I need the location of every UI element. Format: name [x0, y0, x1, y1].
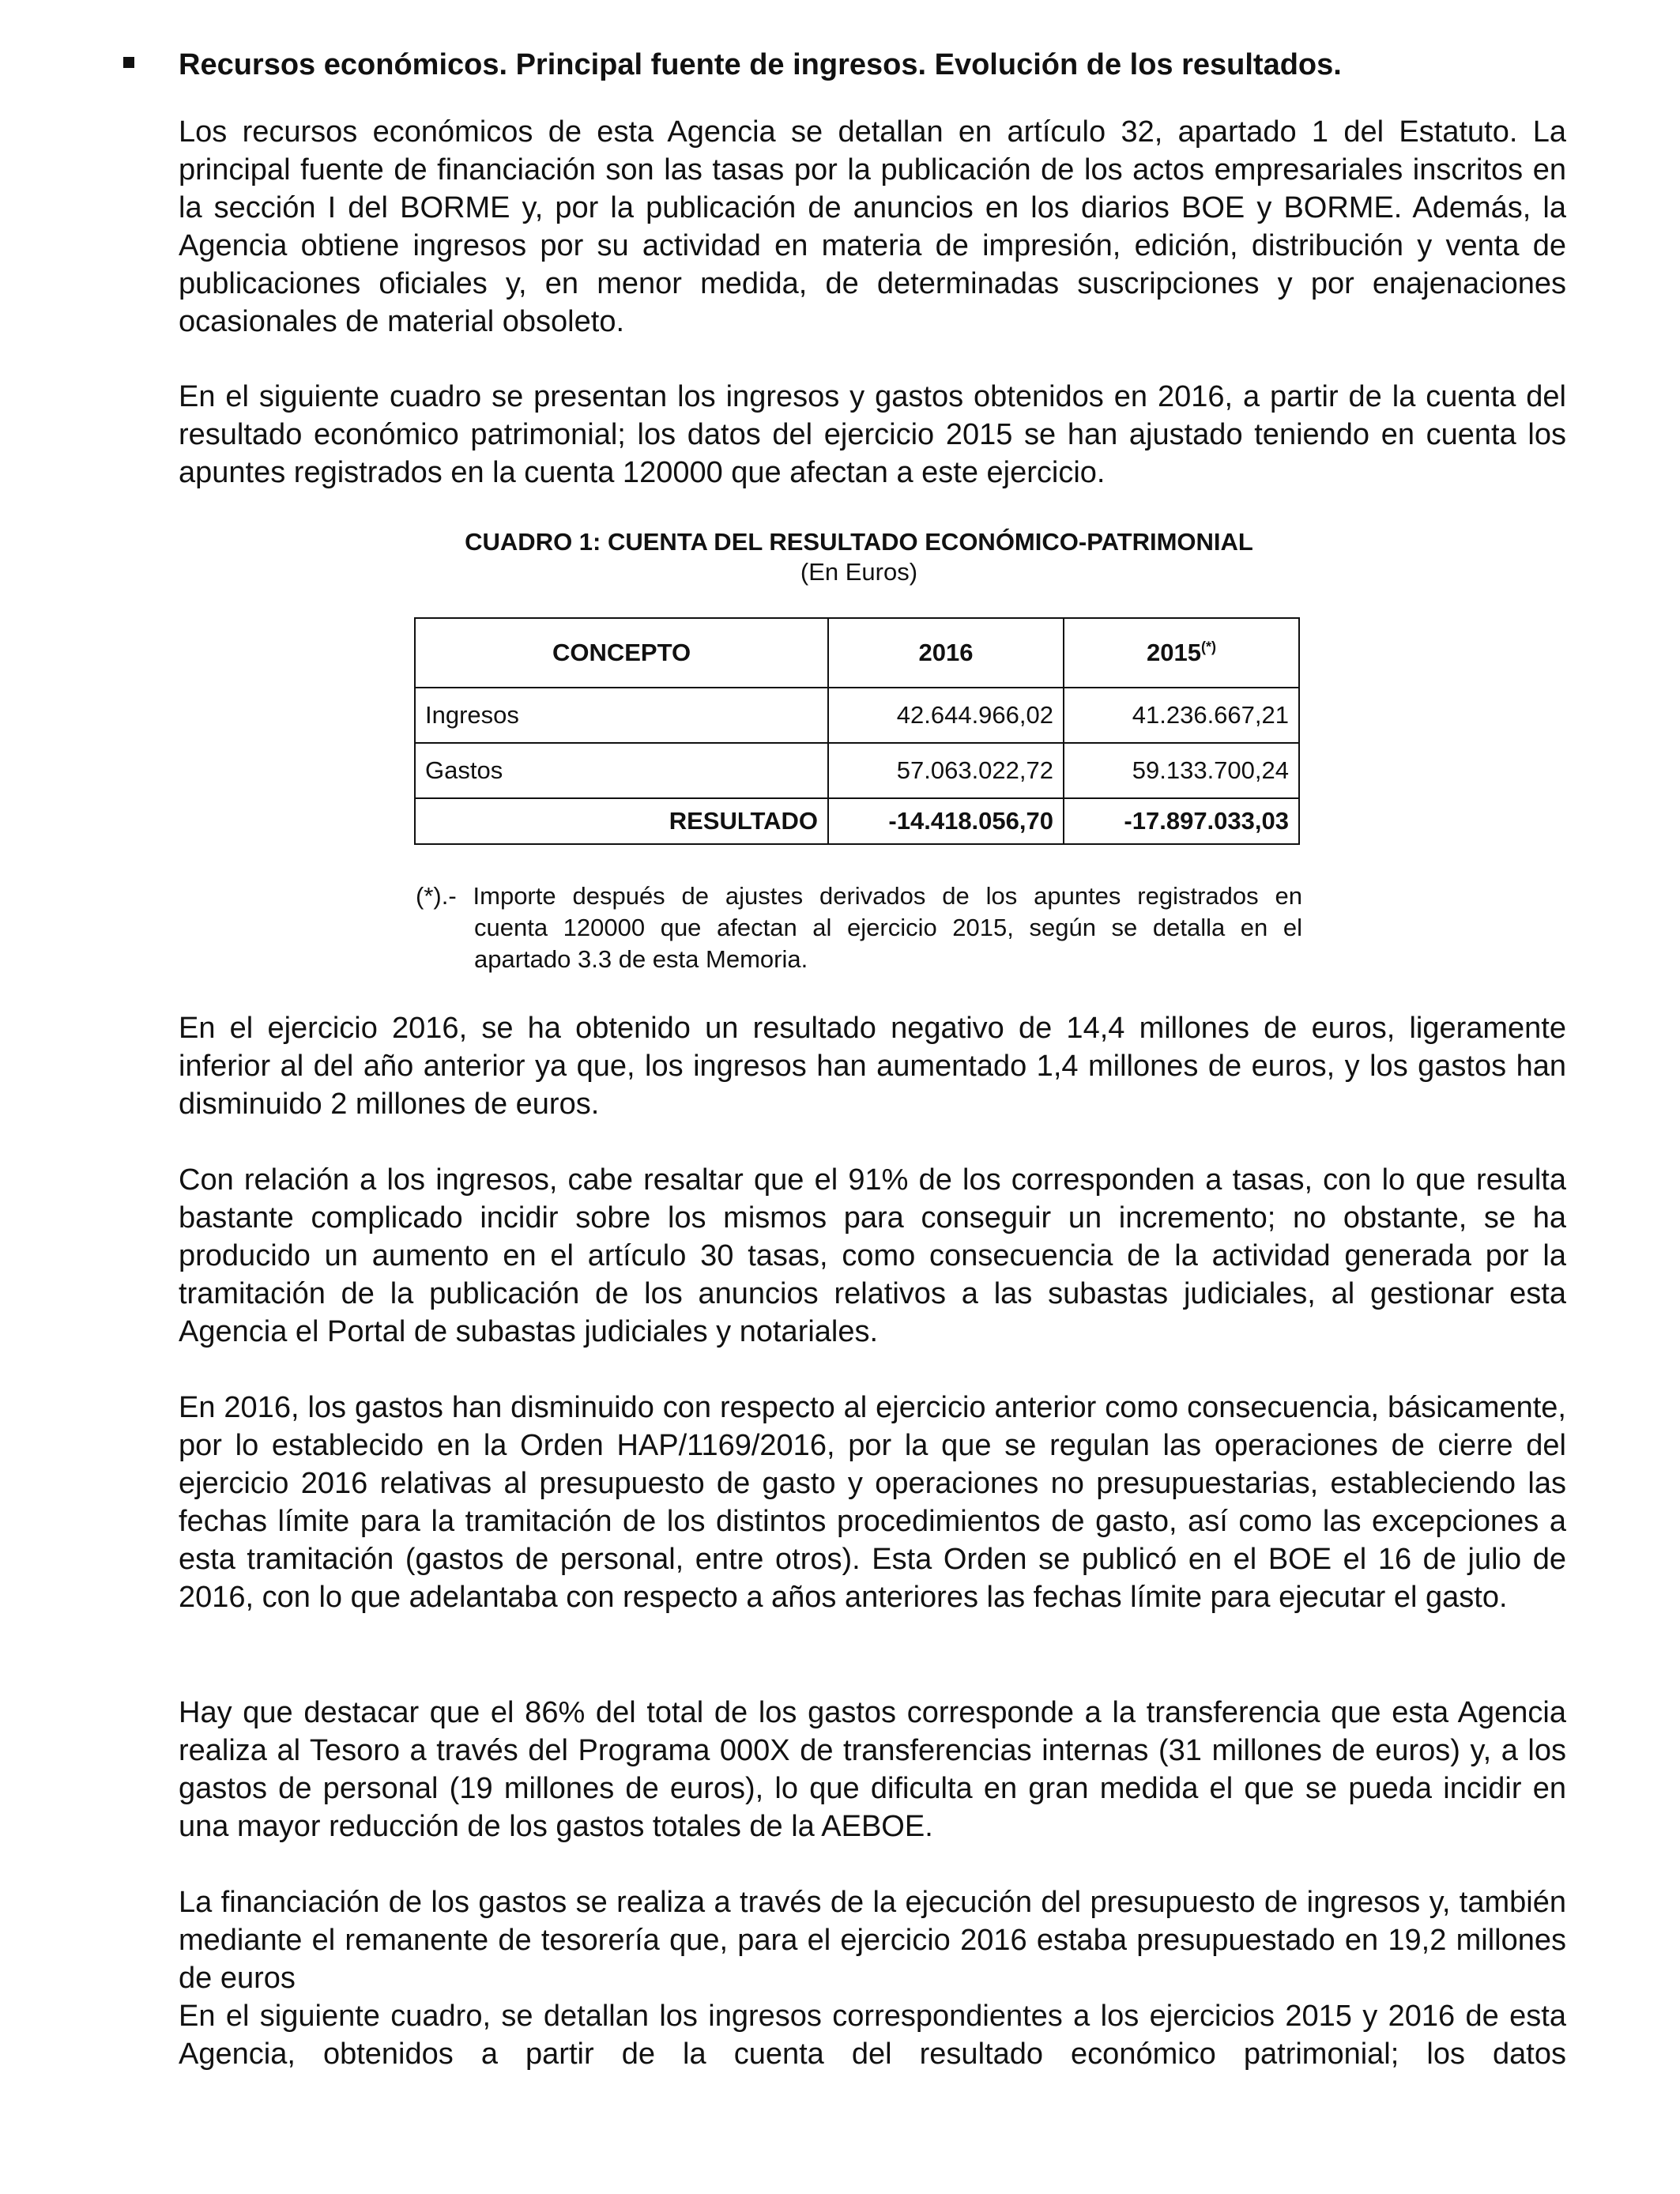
row-value-2016: 42.644.966,02 [828, 688, 1064, 743]
paragraph-transferencia: Hay que destacar que el 86% del total de los gastos corresponde a la transferencia que esta Agencia realiza al Tesoro a través del Programa 000X de transferencias internas (31 millones de euros) y, a los gastos de personal (19 millones de euros), lo que dificulta en gran medida el que se pueda incidir en una mayor reducción de los gastos totales de la AEBOE. [179, 1696, 1566, 1843]
table-subcaption: (En Euros) [800, 558, 918, 586]
header-2015 [1064, 618, 1299, 688]
footnote-line-1: (*).- Importe después de ajustes derivados de los apuntes registrados en [416, 882, 1302, 910]
table-row [415, 688, 1299, 743]
paragraph-ingresos-detalle: En el siguiente cuadro, se detallan los ingresos correspondientes a los ejercicios 2015 y 2016 de esta Agencia, obtenidos a partir de la cuenta del resultado económico patrimonial; los datos [179, 2000, 1566, 2071]
row-label: Ingresos [415, 688, 828, 743]
header-2016: 2016 [828, 618, 1064, 688]
row-label: RESULTADO [415, 798, 828, 844]
row-value-2016: -14.418.056,70 [828, 798, 1064, 844]
table-caption: CUADRO 1: CUENTA DEL RESULTADO ECONÓMICO-PATRIMONIAL [465, 528, 1253, 556]
table-row-total [415, 798, 1299, 844]
section-heading: Recursos económicos. Principal fuente de ingresos. Evolución de los resultados. [179, 48, 1342, 81]
header-2015-label: 2015 [1147, 639, 1201, 666]
row-value-2015: 41.236.667,21 [1064, 688, 1299, 743]
paragraph-gastos: En 2016, los gastos han disminuido con respecto al ejercicio anterior como consecuencia, básicamente, por lo establecido en la Orden HAP/1169/2016, por la que se regulan las operaciones de cierre del ejercicio 2016 relativas al presupuesto de gasto y operaciones no presupuestarias, estableciendo las fechas límite para la tramitación de los distintos procedimientos de gasto, así como las excepciones a esta tramitación (gastos de personal, entre otros). Esta Orden se publicó en el BOE el 16 de julio de 2016, con lo que adelantaba con respecto a años anteriores las fechas límite para ejecutar el gasto. [179, 1391, 1566, 1614]
paragraph-table-intro: En el siguiente cuadro se presentan los ingresos y gastos obtenidos en 2016, a partir de la cuenta del resultado económico patrimonial; los datos del ejercicio 2015 se han ajustado teniendo en cuenta los apuntes registrados en la cuenta 120000 que afectan a este ejercicio. [179, 380, 1566, 489]
row-value-2016: 57.063.022,72 [828, 743, 1064, 798]
row-label: Gastos [415, 743, 828, 798]
table-footnote [416, 880, 1302, 975]
section-heading-row [119, 46, 1588, 85]
header-concepto: CONCEPTO [415, 618, 828, 688]
table-header-row [415, 618, 1299, 688]
row-value-2015: -17.897.033,03 [1064, 798, 1299, 844]
row-value-2015: 59.133.700,24 [1064, 743, 1299, 798]
paragraph-ingresos: Con relación a los ingresos, cabe resaltar que el 91% de los corresponden a tasas, con lo que resulta bastante complicado incidir sobre los mismos para conseguir un incremento; no obstante, se ha producido un aumento en el artículo 30 tasas, como consecuencia de la actividad generada por la tramitación de la publicación de los anuncios relativos a las subastas judiciales, al gestionar esta Agencia el Portal de subastas judiciales y notariales. [179, 1163, 1566, 1348]
footnote-rest: cuenta 120000 que afectan al ejercicio 2015, según se detalla en el apartado 3.3 de esta Memoria. [474, 914, 1302, 973]
paragraph-resources: Los recursos económicos de esta Agencia se detallan en artículo 32, apartado 1 del Estatuto. La principal fuente de financiación son las tasas por la publicación de los actos empresariales inscritos en la sección I del BORME y, por la publicación de anuncios en los diarios BOE y BORME. Además, la Agencia obtiene ingresos por su actividad en materia de impresión, edición, distribución y venta de publicaciones oficiales y, en menor medida, de determinadas suscripciones y por enajenaciones ocasionales de material obsoleto. [179, 115, 1566, 338]
square-bullet-icon [123, 57, 134, 68]
table-row [415, 743, 1299, 798]
paragraph-result: En el ejercicio 2016, se ha obtenido un resultado negativo de 14,4 millones de euros, ligeramente inferior al del año anterior ya que, los ingresos han aumentado 1,4 millones de euros, y los gastos han disminuido 2 millones de euros. [179, 1012, 1566, 1121]
results-table [414, 617, 1300, 845]
header-2015-mark: (*) [1200, 639, 1216, 655]
paragraph-financiacion: La financiación de los gastos se realiza a través de la ejecución del presupuesto de ingresos y, también mediante el remanente de tesorería que, para el ejercicio 2016 estaba presupuestado en 19,2 millones de euros [179, 1886, 1566, 1995]
